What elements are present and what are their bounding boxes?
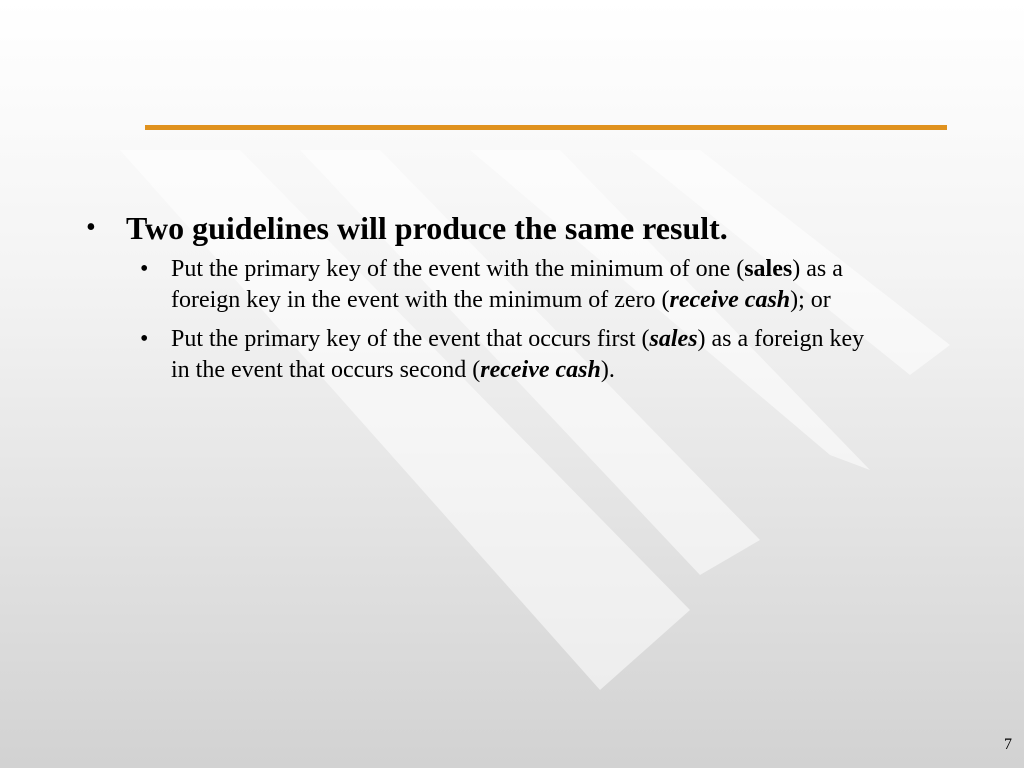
text-run: ) as a foreign key in the event that occurs second ( bbox=[171, 326, 865, 383]
text-run-bold-italic: receive cash bbox=[480, 357, 601, 383]
bullet-dot: • bbox=[86, 212, 96, 243]
text-run-bold: sales bbox=[744, 256, 793, 282]
page-number: 7 bbox=[1004, 736, 1012, 753]
title-accent-rule bbox=[145, 125, 947, 130]
text-run-bold-italic: sales bbox=[649, 326, 698, 352]
text-run: ). bbox=[600, 357, 615, 383]
bullet-dot: • bbox=[140, 326, 149, 352]
text-run: ); or bbox=[790, 287, 831, 313]
bullet-level1-text: Two guidelines will produce the same result. bbox=[126, 210, 728, 246]
bullet-level1 bbox=[86, 208, 916, 248]
bullet-level2-text bbox=[171, 254, 870, 316]
bullet-dot: • bbox=[140, 256, 149, 282]
bullet-level2 bbox=[140, 324, 870, 386]
bullet-level2 bbox=[140, 254, 870, 316]
slide-body bbox=[86, 208, 916, 394]
bullet-level2-text bbox=[171, 324, 870, 386]
text-run: Put the primary key of the event with the minimum of one ( bbox=[171, 256, 745, 282]
text-run: ) as a foreign key in the event with the minimum of zero ( bbox=[171, 256, 843, 313]
text-run-bold-italic: receive cash bbox=[669, 287, 791, 313]
text-run: Put the primary key of the event that occurs first ( bbox=[171, 326, 650, 352]
